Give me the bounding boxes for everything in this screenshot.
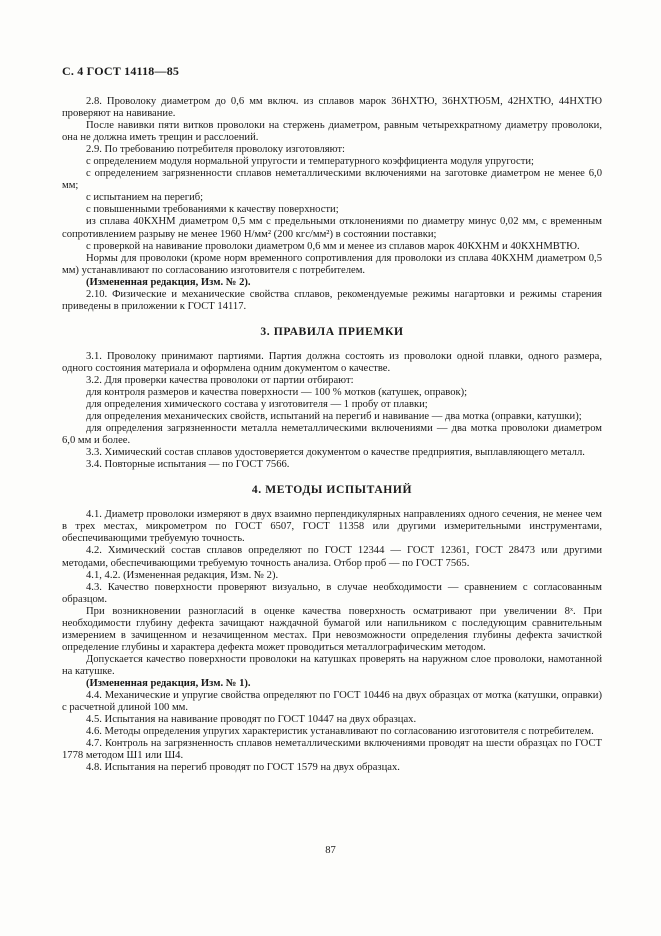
paragraph: 4.1. Диаметр проволоки измеряют в двух взаимно перпендикулярных направлениях одного сечения, не менее чем в трех местах, микрометром по ГОСТ 6507, ГОСТ 11358 или другими измерительными инструментами, обеспечивающими требуемую точность. [62, 509, 602, 545]
paragraph: 4.7. Контроль на загрязненность сплавов неметаллическими включениями проводят на шести образцах по ГОСТ 1778 методом Ш1 или Ш4. [62, 738, 602, 762]
page-header: С. 4 ГОСТ 14118—85 [62, 64, 180, 78]
paragraph: 3.1. Проволоку принимают партиями. Партия должна состоять из проволоки одной плавки, одного размера, одного состояния материала и оформлена одним документом о качестве. [62, 350, 602, 374]
paragraph: При возникновении разногласий в оценке качества поверхность осматривают при увеличении 8ˣ. При необходимости глубину дефекта зачищают наждачной бумагой или напильником с последующим сравнительным измерением в зачищенном и незачищенном местах. При невозможности определения глубины дефекта зачисткой определение глубины и характера дефекта может проводиться металлографическим методом. [62, 605, 602, 653]
paragraph: 3.4. Повторные испытания — по ГОСТ 7566. [86, 459, 290, 471]
paragraph: 4.1, 4.2. (Измененная редакция, Изм. № 2). [86, 569, 279, 581]
paragraph: для определения загрязненности металла неметаллическими включениями — два мотка проволоки диаметром 6,0 мм и более. [62, 423, 602, 447]
paragraph: с проверкой на навивание проволоки диаметром 0,6 мм и менее из сплавов марок 40КХНМ и 40КХНМВТЮ. [86, 240, 580, 252]
paragraph: 4.5. Испытания на навивание проводят по ГОСТ 10447 на двух образцах. [86, 714, 417, 726]
revision-note: (Измененная редакция, Изм. № 2). [86, 276, 251, 288]
paragraph: для определения механических свойств, испытаний на перегиб и навивание — два мотка (оправки, катушки); [86, 411, 582, 423]
paragraph: для определения химического состава у изготовителя — 1 пробу от плавки; [86, 399, 428, 411]
document-body [62, 96, 602, 774]
paragraph: 2.10. Физические и механические свойства сплавов, рекомендуемые режимы нагартовки и режимы старения приведены в приложении к ГОСТ 14117. [62, 288, 602, 312]
page-number: 87 [325, 845, 336, 856]
paragraph: После навивки пяти витков проволоки на стержень диаметром, равным четырехкратному диаметру проволоки, она не должна иметь трещин и расслоений. [62, 120, 602, 144]
paragraph: из сплава 40КХНМ диаметром 0,5 мм с предельными отклонениями по диаметру минус 0,02 мм, с временным сопротивлением разрыву не менее 1960 Н/мм² (200 кгс/мм²) в состоянии поставки; [62, 216, 602, 240]
paragraph: 4.3. Качество поверхности проверяют визуально, в случае необходимости — сравнением с согласованным образцом. [62, 581, 602, 605]
paragraph: 4.8. Испытания на перегиб проводят по ГОСТ 1579 на двух образцах. [86, 762, 400, 774]
revision-note: (Измененная редакция, Изм. № 1). [86, 677, 251, 689]
paragraph: 3.3. Химический состав сплавов удостоверяется документом о качестве предприятия, выплавляющего металл. [86, 447, 585, 459]
paragraph: 4.6. Методы определения упругих характеристик устанавливают по согласованию изготовителя с потребителем. [86, 726, 594, 738]
paragraph: для контроля размеров и качества поверхности — 100 % мотков (катушек, оправок); [86, 386, 468, 398]
paragraph: Нормы для проволоки (кроме норм временного сопротивления для проволоки из сплава 40КХНМ диаметром 0,5 мм) устанавливают по согласованию изготовителя с потребителем. [62, 252, 602, 276]
paragraph: 2.9. По требованию потребителя проволоку изготовляют: [86, 144, 345, 156]
paragraph: с испытанием на перегиб; [86, 192, 204, 204]
section-heading: 3. ПРАВИЛА ПРИЕМКИ [260, 324, 404, 338]
paragraph: 4.2. Химический состав сплавов определяют по ГОСТ 12344 — ГОСТ 12361, ГОСТ 28473 или другими методами, обеспечивающими требуемую точность анализа. Отбор проб — по ГОСТ 7565. [62, 545, 602, 569]
paragraph: 3.2. Для проверки качества проволоки от партии отбирают: [86, 374, 354, 386]
paragraph: с определением модуля нормальной упругости и температурного коэффициента модуля упругости; [86, 156, 534, 168]
paragraph: 2.8. Проволоку диаметром до 0,6 мм включ. из сплавов марок 36НХТЮ, 36НХТЮ5М, 42НХТЮ, 44НХТЮ проверяют на навивание. [62, 96, 602, 120]
paragraph: 4.4. Механические и упругие свойства определяют по ГОСТ 10446 на двух образцах от мотка (катушки, оправки) с расчетной длиной 100 мм. [62, 690, 602, 714]
paragraph: Допускается качество поверхности проволоки на катушках проверять на наружном слое проволоки, намотанной на катушке. [62, 653, 602, 677]
paragraph: с повышенными требованиями к качеству поверхности; [86, 204, 339, 216]
section-heading: 4. МЕТОДЫ ИСПЫТАНИЙ [251, 483, 413, 497]
paragraph: с определением загрязненности сплавов неметаллическими включениями на заготовке диаметром не менее 6,0 мм; [62, 168, 602, 192]
